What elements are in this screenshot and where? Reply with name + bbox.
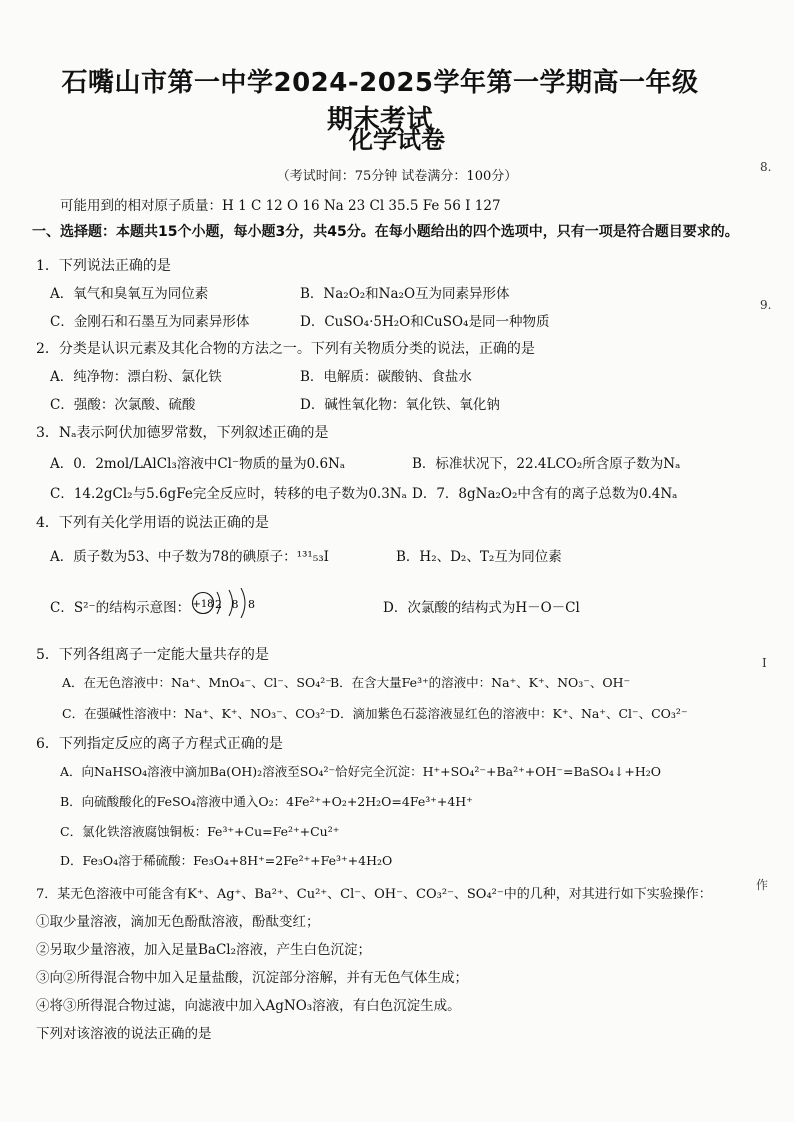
section-heading: 一、选择题：本题共15个小题，每小题3分，共45分。在每小题给出的四个选项中，只有一项是符合题目要求的。 bbox=[32, 224, 739, 240]
question-6-option-b: B．向硫酸酸化的FeSO₄溶液中通入O₂：4Fe²⁺+O₂+2H₂O=4Fe³⁺+4H⁺ bbox=[60, 794, 473, 809]
question-7-step-2: ②另取少量溶液，加入足量BaCl₂溶液，产生白色沉淀； bbox=[36, 942, 372, 958]
structure-nucleus-charge: +18 bbox=[192, 599, 214, 610]
atomic-masses: 可能用到的相对原子质量：H 1 C 12 O 16 Na 23 Cl 35.5 Fe 56 I 127 bbox=[60, 198, 501, 214]
question-6-stem: 6．下列指定反应的离子方程式正确的是 bbox=[36, 736, 283, 752]
sulfide-ion-structure-diagram bbox=[191, 588, 261, 618]
question-1-option-b: B．Na₂O₂和Na₂O互为同素异形体 bbox=[300, 286, 510, 302]
question-1-stem: 1．下列说法正确的是 bbox=[36, 258, 171, 274]
question-7-step-4: ④将③所得混合物过滤，向滤液中加入AgNO₃溶液，有白色沉淀生成。 bbox=[36, 998, 461, 1014]
question-3-option-d: D．7．8gNa₂O₂中含有的离子总数为0.4Nₐ bbox=[412, 486, 678, 502]
question-4-stem: 4．下列有关化学用语的说法正确的是 bbox=[36, 515, 269, 531]
question-1-option-d: D．CuSO₄·5H₂O和CuSO₄是同一种物质 bbox=[300, 314, 550, 330]
structure-electron-shells: 2 8 8 bbox=[215, 598, 258, 611]
question-5-stem: 5．下列各组离子一定能大量共存的是 bbox=[36, 647, 269, 663]
question-4-option-d: D．次氯酸的结构式为H－O－Cl bbox=[383, 600, 580, 616]
question-6-option-d: D．Fe₃O₄溶于稀硫酸：Fe₃O₄+8H⁺=2Fe²⁺+Fe³⁺+4H₂O bbox=[60, 853, 393, 868]
margin-mark-8: 8. bbox=[760, 160, 772, 174]
margin-mark-i: I bbox=[762, 656, 767, 670]
question-2-option-c: C．强酸：次氯酸、硫酸 bbox=[50, 397, 196, 413]
exam-subtitle: 化学试卷 bbox=[349, 126, 445, 154]
question-7-ending: 下列对该溶液的说法正确的是 bbox=[36, 1026, 212, 1042]
question-2-option-d: D．碱性氧化物：氧化铁、氧化钠 bbox=[300, 397, 500, 413]
question-7-step-1: ①取少量溶液，滴加无色酚酞溶液，酚酞变红； bbox=[36, 914, 320, 930]
question-2-stem: 2．分类是认识元素及其化合物的方法之一。下列有关物质分类的说法，正确的是 bbox=[36, 341, 535, 357]
question-4-option-a: A．质子数为53、中子数为78的碘原子：¹³¹₅₃I bbox=[50, 549, 329, 565]
question-4-option-c: C．S²⁻的结构示意图： bbox=[50, 600, 191, 616]
question-5-option-b: B．在含大量Fe³⁺的溶液中：Na⁺、K⁺、NO₃⁻、OH⁻ bbox=[330, 675, 631, 690]
question-7-step-3: ③向②所得混合物中加入足量盐酸，沉淀部分溶解，并有无色气体生成； bbox=[36, 970, 468, 986]
exam-title: 石嘴山市第一中学2024-2025学年第一学期高一年级期末考试 bbox=[61, 68, 699, 135]
question-3-option-c: C．14.2gCl₂与5.6gFe完全反应时，转移的电子数为0.3Nₐ bbox=[50, 486, 407, 502]
question-6-option-c: C．氯化铁溶液腐蚀铜板：Fe³⁺+Cu=Fe²⁺+Cu²⁺ bbox=[60, 824, 340, 839]
question-7-stem: 7．某无色溶液中可能含有K⁺、Ag⁺、Ba²⁺、Cu²⁺、Cl⁻、OH⁻、CO₃²⁻、SO₄²⁻中的几种，对其进行如下实验操作： bbox=[36, 887, 712, 902]
margin-mark-9: 9. bbox=[760, 298, 772, 312]
question-2-option-b: B．电解质：碳酸钠、食盐水 bbox=[300, 369, 472, 385]
question-4-option-b: B．H₂、D₂、T₂互为同位素 bbox=[396, 549, 562, 565]
question-3-stem: 3．Nₐ表示阿伏加德罗常数，下列叙述正确的是 bbox=[36, 425, 329, 441]
question-6-option-a: A．向NaHSO₄溶液中滴加Ba(OH)₂溶液至SO₄²⁻恰好完全沉淀：H⁺+SO₄²⁻+Ba²⁺+OH⁻=BaSO₄↓+H₂O bbox=[60, 764, 662, 779]
question-1-option-a: A．氧气和臭氧互为同位素 bbox=[50, 286, 209, 302]
question-3-option-a: A．0．2mol/LAlCl₃溶液中Cl⁻物质的量为0.6Nₐ bbox=[50, 456, 346, 472]
question-5-option-d: D．滴加紫色石蕊溶液显红色的溶液中：K⁺、Na⁺、Cl⁻、CO₃²⁻ bbox=[330, 706, 688, 721]
exam-info: （考试时间：75分钟 试卷满分：100分） bbox=[276, 169, 518, 184]
question-3-option-b: B．标准状况下，22.4LCO₂所含原子数为Nₐ bbox=[412, 456, 681, 472]
question-5-option-c: C．在强碱性溶液中：Na⁺、K⁺、NO₃⁻、CO₃²⁻ bbox=[62, 706, 332, 721]
question-5-option-a: A．在无色溶液中：Na⁺、MnO₄⁻、Cl⁻、SO₄²⁻ bbox=[62, 675, 332, 690]
margin-mark-zuo: 作 bbox=[756, 878, 769, 892]
question-2-option-a: A．纯净物：漂白粉、氯化铁 bbox=[50, 369, 222, 385]
question-1-option-c: C．金刚石和石墨互为同素异形体 bbox=[50, 314, 250, 330]
